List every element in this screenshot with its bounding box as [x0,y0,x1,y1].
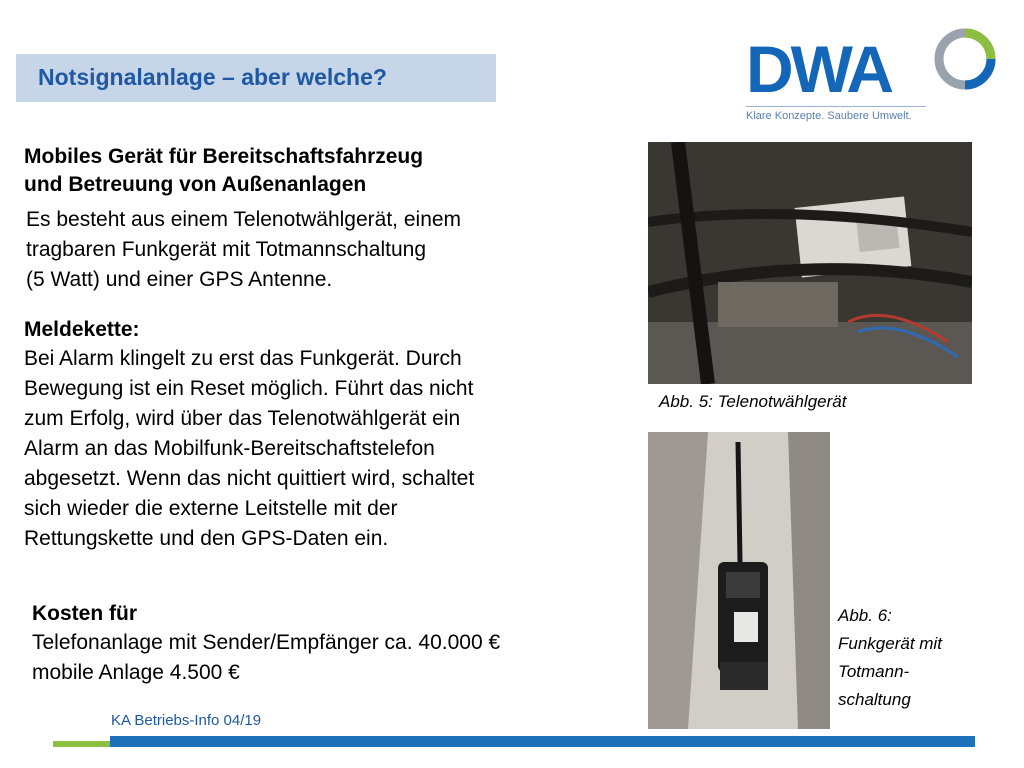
radio-device-image [648,432,830,729]
logo-divider [746,106,926,107]
body-line: abgesetzt. Wenn das nicht quittiert wird, schaltet [24,467,475,490]
body-line: tragbaren Funkgerät mit Totmannschaltung [26,238,427,261]
telenot-device-image [648,142,972,384]
body-line: (5 Watt) und einer GPS Antenne. [26,268,333,291]
body-line: Bewegung ist ein Reset möglich. Führt das nicht [24,377,474,400]
title-bar [16,54,496,102]
section-alarm-chain [24,316,474,554]
dwa-logo [744,20,1006,124]
footer-bar-green [53,741,110,747]
caption-line: Abb. 6: [838,606,892,625]
body-line: Es besteht aus einem Telenotwählgerät, einem [26,208,462,231]
body-line: mobile Anlage 4.500 € [32,661,240,684]
section-costs [32,600,500,688]
section-alarm-heading: Meldekette: [24,318,140,341]
section-device-body [26,205,461,295]
logo-ring-icon [930,24,1000,94]
logo-wordmark: DWA [746,32,891,106]
body-line: sich wieder die externe Leitstelle mit der [24,497,398,520]
body-line: zum Erfolg, wird über das Telenotwählgerät ein [24,407,461,430]
photo-telenot-device [648,142,972,384]
section-device-heading-line: Mobiles Gerät für Bereitschaftsfahrzeug [24,145,424,168]
body-line: Alarm an das Mobilfunk-Bereitschaftstelefon [24,437,435,460]
logo-tagline: Klare Konzepte. Saubere Umwelt. [746,110,912,122]
caption-line: Totmann- [838,662,910,681]
figure-6-caption [838,602,942,714]
body-line: Rettungskette und den GPS-Daten ein. [24,527,389,550]
caption-line: Funkgerät mit [838,634,942,653]
footer-label: KA Betriebs-Info 04/19 [111,712,262,729]
photo-radio-device [648,432,830,729]
section-costs-heading: Kosten für [32,602,137,625]
body-line: Telefonanlage mit Sender/Empfänger ca. 40.000 € [32,631,501,654]
body-line: Bei Alarm klingelt zu erst das Funkgerät. Durch [24,347,462,370]
footer-bar-blue [110,736,975,747]
section-device [24,143,423,199]
section-device-heading-line: und Betreuung von Außenanlagen [24,173,367,196]
figure-5-caption: Abb. 5: Telenotwählgerät [659,392,847,411]
page-title: Notsignalanlage – aber welche? [38,64,387,90]
caption-line: schaltung [838,690,911,709]
